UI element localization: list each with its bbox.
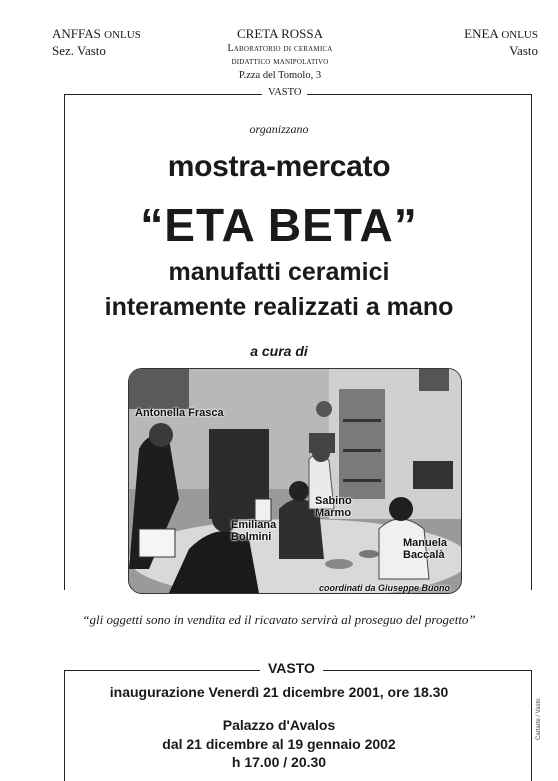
label-sabino-marmo: Sabino Marmo [315, 495, 352, 519]
opening-hours: h 17.00 / 20.30 [231, 754, 327, 770]
exhibition-dates: dal 21 dicembre al 19 gennaio 2002 [162, 736, 396, 752]
label-emiliana-bolmini: Emiliana Bolmini [231, 519, 277, 543]
label-coordination: coordinati da Giuseppe Buono [319, 583, 451, 593]
workshop-photo [128, 368, 462, 594]
anffas-section: Sez. Vasto [52, 43, 106, 58]
enea-onlus: ONLUS [501, 29, 538, 41]
printer-credit: Cartarte / Vasto [536, 698, 542, 740]
creta-rossa-line1: Laboratorio di ceramica [227, 43, 333, 54]
anffas-name: ANFFAS [52, 26, 101, 41]
venue: Palazzo d'Avalos [222, 717, 336, 733]
header-enea [464, 26, 538, 59]
subtitle-line2: interamente realizzati a mano [104, 293, 454, 321]
exhibition-type: mostra-mercato [167, 150, 391, 183]
subtitle-line1: manufatti ceramici [168, 258, 390, 286]
frame-city-label: VASTO [262, 87, 307, 98]
footer-city: VASTO [260, 660, 323, 676]
curated-by: a cura di [250, 343, 308, 359]
anffas-onlus: ONLUS [104, 29, 141, 41]
enea-city: Vasto [509, 43, 538, 58]
creta-rossa-line2: didattico manipolativo [231, 56, 329, 67]
intro-text: organizzano [249, 122, 309, 136]
event-name: “ETA BETA” [140, 199, 418, 251]
header-anffas [52, 26, 141, 59]
sale-quote: “gli oggetti sono in vendita ed il ricavato servirà al proseguo del progetto” [82, 612, 476, 627]
label-antonella-frasca: Antonella Frasca [135, 407, 224, 419]
header-creta-rossa [200, 26, 360, 84]
creta-rossa-address: P.zza del Tomolo, 3 [238, 70, 322, 81]
creta-rossa-name: CRETA ROSSA [236, 26, 323, 41]
label-manuela-baccala: Manuela Baccalà [403, 537, 448, 561]
inauguration-info: inaugurazione Venerdì 21 dicembre 2001, ore 18.30 [109, 684, 449, 700]
enea-name: ENEA [464, 26, 499, 41]
